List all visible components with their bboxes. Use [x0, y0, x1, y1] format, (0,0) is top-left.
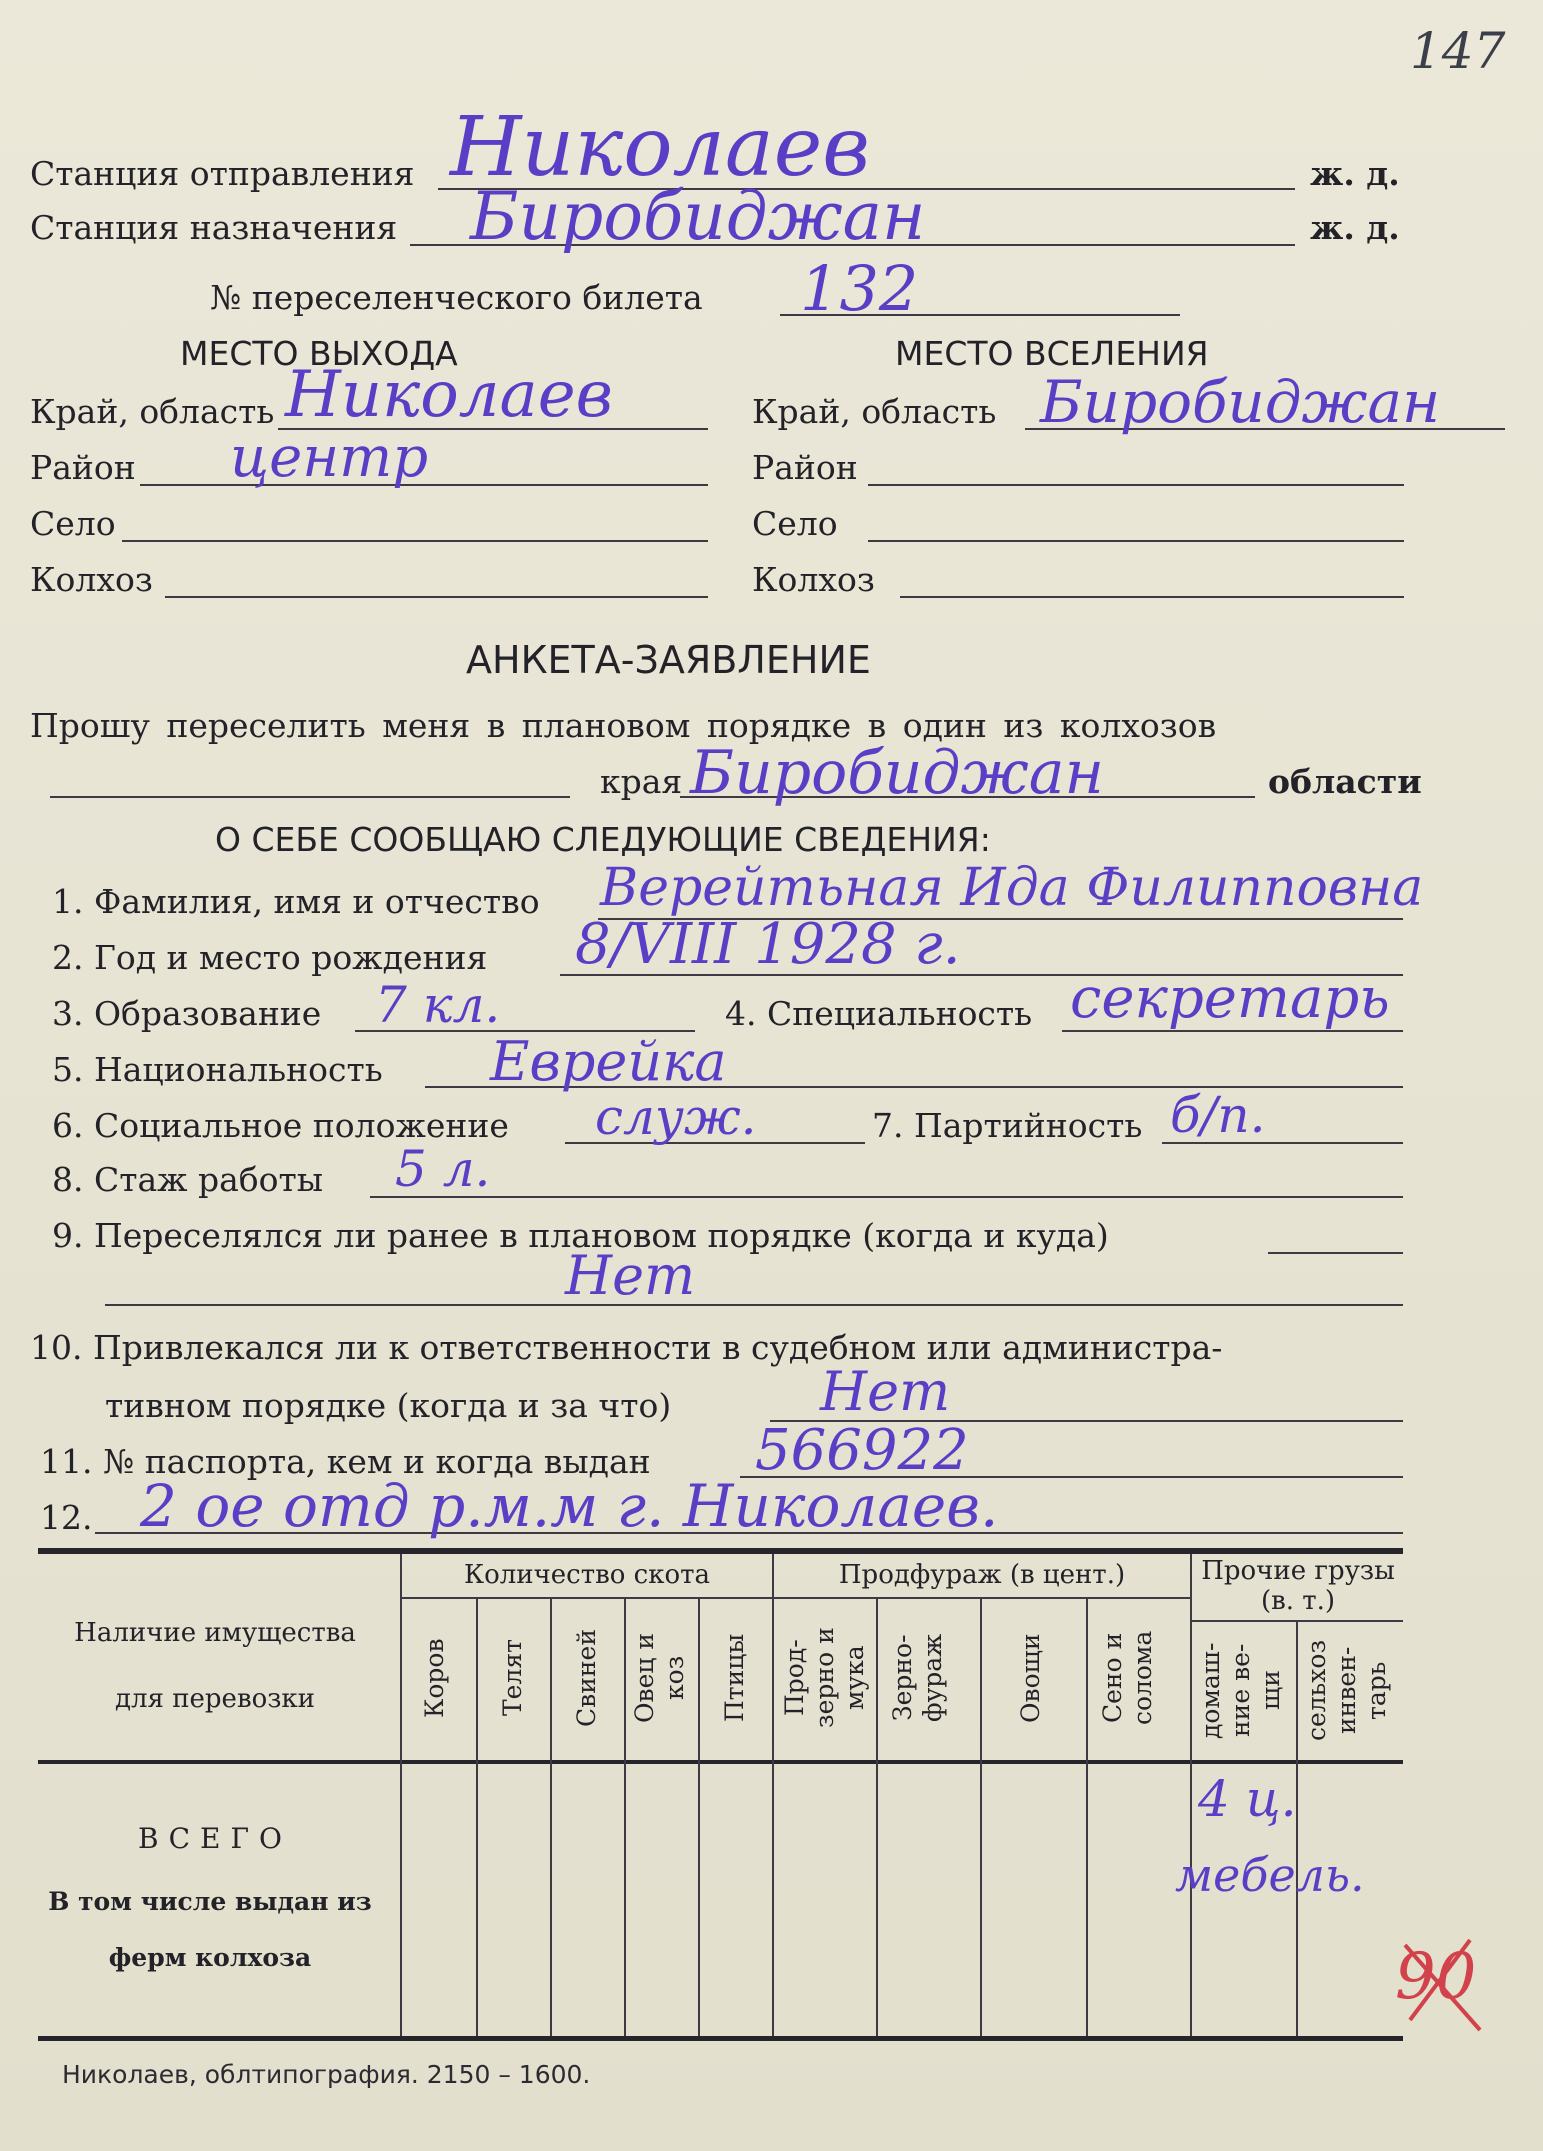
item-10-label-line1: 10. Привлекался ли к ответственности в судебном или администра-: [30, 1328, 1223, 1367]
item-2-label: 2. Год и место рождения: [52, 938, 488, 977]
departure-kolkhoz-label: Колхоз: [30, 560, 153, 599]
station-departure-value: Николаев: [450, 100, 871, 195]
item-1-value: Верейтьная Ида Филипповна: [600, 858, 1424, 918]
arrival-village-label: Село: [752, 504, 838, 543]
item-9-label: 9. Переселялся ли ранее в плановом порядке (когда и куда): [52, 1216, 1109, 1255]
item-12-value: 2 ое отд р.м.м г. Николаев.: [140, 1472, 999, 1540]
table-row-header: Наличие имущества для перевозки: [74, 1618, 356, 1714]
form-title: АНКЕТА-ЗАЯВЛЕНИЕ: [466, 638, 871, 682]
station-destination-label: Станция назначения: [30, 208, 398, 247]
item-4-value: секретарь: [1070, 966, 1390, 1031]
red-mark-number: 90: [1395, 1940, 1477, 2014]
ticket-value: 132: [800, 252, 919, 325]
col-vegetables: Овощи: [1016, 1633, 1045, 1723]
departure-region-value: Николаев: [285, 358, 613, 432]
item-6-label: 6. Социальное положение: [52, 1106, 509, 1145]
departure-village-label: Село: [30, 504, 116, 543]
arrival-district-label: Район: [752, 448, 858, 487]
item-2-value: 8/VIII 1928 г.: [575, 912, 961, 977]
kray-label: края: [600, 762, 683, 801]
item-10-label-line2: тивном порядке (когда и за что): [105, 1386, 672, 1425]
departure-district-value: центр: [230, 425, 429, 490]
household-value-qty: 4 ц.: [1198, 1770, 1297, 1828]
item-5-label: 5. Национальность: [52, 1050, 383, 1089]
col-calves: Телят: [498, 1639, 527, 1717]
item-12-label: 12.: [40, 1498, 93, 1537]
item-11-value: 566922: [755, 1418, 969, 1483]
ticket-label: № переселенческого билета: [210, 278, 703, 317]
col-pigs: Свиней: [572, 1629, 601, 1727]
page-number: 147: [1410, 22, 1506, 80]
railway-abbr-1: ж. д.: [1310, 154, 1400, 193]
departure-place-title: МЕСТО ВЫХОДА: [180, 334, 458, 373]
item-8-label: 8. Стаж работы: [52, 1160, 324, 1199]
kray-value: Биробиджан: [690, 738, 1105, 808]
item-4-label: 4. Специальность: [725, 994, 1033, 1033]
arrival-region-value: Биробиджан: [1040, 368, 1441, 436]
item-5-value: Еврейка: [490, 1030, 727, 1093]
group-other: Прочие грузы (в. т.): [1201, 1556, 1395, 1616]
item-3-value: 7 кл.: [375, 976, 501, 1034]
arrival-region-label: Край, область: [752, 392, 997, 431]
printer-imprint: Николаев, облтипография. 2150 – 1600.: [62, 2060, 591, 2089]
household-value-desc: мебель.: [1175, 1848, 1365, 1902]
about-heading: О СЕБЕ СООБЩАЮ СЛЕДУЮЩИЕ СВЕДЕНИЯ:: [215, 820, 991, 859]
item-7-value: б/п.: [1170, 1086, 1266, 1144]
col-grainfodder: Зерно-фураж: [888, 1633, 947, 1723]
oblast-label: области: [1268, 762, 1422, 801]
group-livestock: Количество скота: [463, 1560, 711, 1590]
item-6-value: служ.: [595, 1088, 757, 1146]
item-8-value: 5 л.: [395, 1140, 491, 1198]
item-9-value: Нет: [565, 1244, 696, 1307]
arrival-place-title: МЕСТО ВСЕЛЕНИЯ: [895, 334, 1209, 373]
departure-region-label: Край, область: [30, 392, 275, 431]
col-hay: Сено и солома: [1098, 1630, 1157, 1726]
station-destination-value: Биробиджан: [470, 178, 926, 255]
item-11-label: 11. № паспорта, кем и когда выдан: [40, 1442, 651, 1481]
red-mark: [1385, 1920, 1495, 2040]
red-cross-mark: [1385, 1920, 1495, 2040]
col-sheep: Овец и коз: [630, 1632, 689, 1724]
col-household: домаш-ние ве-щи: [1196, 1642, 1285, 1739]
railway-abbr-2: ж. д.: [1310, 208, 1400, 247]
group-fodder: Продфураж (в цент.): [838, 1560, 1126, 1590]
col-cows: Коров: [420, 1638, 449, 1718]
station-departure-label: Станция отправления: [30, 154, 415, 193]
arrival-kolkhoz-label: Колхоз: [752, 560, 875, 599]
total-label: ВСЕГО: [138, 1822, 292, 1855]
request-text: Прошу переселить меня в плановом порядке в один из колхозов: [30, 706, 1217, 745]
col-birds: Птицы: [720, 1633, 749, 1723]
col-farm: сельхоз инвен-тарь: [1302, 1639, 1391, 1742]
col-grain: Прод-зерно и мука: [780, 1627, 869, 1729]
subtotal-label: В том числе выдан из ферм колхоза: [48, 1887, 372, 1972]
departure-district-label: Район: [30, 448, 136, 487]
item-1-label: 1. Фамилия, имя и отчество: [52, 882, 540, 921]
item-7-label: 7. Партийность: [872, 1106, 1143, 1145]
item-10-value: Нет: [820, 1360, 951, 1423]
item-3-label: 3. Образование: [52, 994, 322, 1033]
